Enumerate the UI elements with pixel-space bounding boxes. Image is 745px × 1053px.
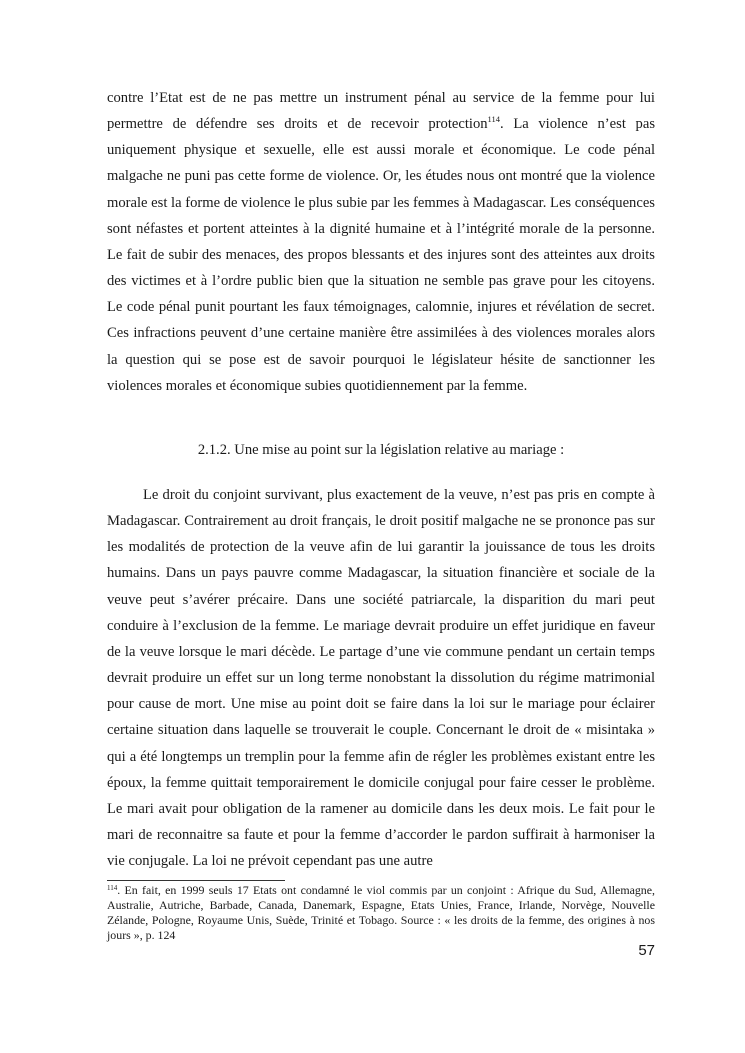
footnote xyxy=(107,883,655,943)
paragraph-mariage: Le droit du conjoint survivant, plus exactement de la veuve, n’est pas pris en compte à Madagascar. Contrairement au droit français, le droit positif malgache ne se prononce pas sur les modalités de protection de la veuve afin de lui garantir la jouissance de tous les droits humains. Dans un pays pauvre comme Madagascar, la situation financière et sociale de la veuve peut s’avérer précaire. Dans une société patriarcale, la disparition du mari peut conduire à l’exclusion de la femme. Le mariage devrait produire un effet juridique en faveur de la veuve lorsque le mari décède. Le partage d’une vie commune pendant un certain temps devrait produire un effet sur un long terme nonobstant la dissolution du régime matrimonial pour cause de mort. Une mise au point doit se faire dans la loi sur le mariage pour éclairer certaine situation dans laquelle se trouverait le couple. Concernant le droit de « misintaka » qui a été longtemps un tremplin pour la femme afin de régler les problèmes existant entre les époux, la femme quittait temporairement le domicile conjugal pour faire cesser le problème. Le mari avait pour obligation de la ramener au domicile dans les deux mois. Le fait pour le mari de reconnaitre sa faute et pour la femme d’accorder le pardon suffirait à harmoniser la vie conjugale. La loi ne prévoit cependant pas une autre xyxy=(107,487,655,870)
section-heading: 2.1.2. Une mise au point sur la législation relative au mariage : xyxy=(197,442,565,458)
paragraph-text: contre l’Etat est de ne pas mettre un instrument pénal au service de la femme pour lui permettre de défendre ses droits et de recevoir protection xyxy=(107,90,655,133)
footnote-reference[interactable]: 114 xyxy=(487,114,500,125)
footnote-divider xyxy=(107,880,285,881)
footnote-number: 114 xyxy=(107,884,118,892)
paragraph-text: . La violence n’est pas uniquement physique et sexuelle, elle est aussi morale et économique. Le code pénal malgache ne puni pas cette forme de violence. Or, les études nous ont montré que la violence morale est la forme de violence le plus subie par les femmes à Madagascar. Les conséquences sont néfastes et portent atteintes à la dignité humaine et à l’intégrité morale de la personne. Le fait de subir des menaces, des propos blessants et des injures sont des atteintes aux droits des victimes et à l’ordre public bien que la situation ne semble pas grave pour les citoyens. Le code pénal punit pourtant les faux témoignages, calomnie, injures et révélation de secret. Ces infractions peuvent d’une certaine manière être assimilées à des violences morales alors la question qui se pose est de savoir pourquoi le législateur hésite de sanctionner les violences morales et économique subies quotidiennement par la femme. xyxy=(107,116,656,394)
page-number: 57 xyxy=(638,942,655,959)
footnote-text: . En fait, en 1999 seuls 17 Etats ont condamné le viol commis par un conjoint : Afrique du Sud, Allemagne, Australie, Autriche, Barbade, Canada, Danemark, Espagne, Etats Unies, France, Irlande, Norvège, Nouvelle Zélande, Pologne, Royaume Unis, Suède, Trinité et Tobago. Source : « les droits de la femme, des origines à nos jours », p. 124 xyxy=(107,883,655,942)
paragraph-violence xyxy=(107,85,655,399)
